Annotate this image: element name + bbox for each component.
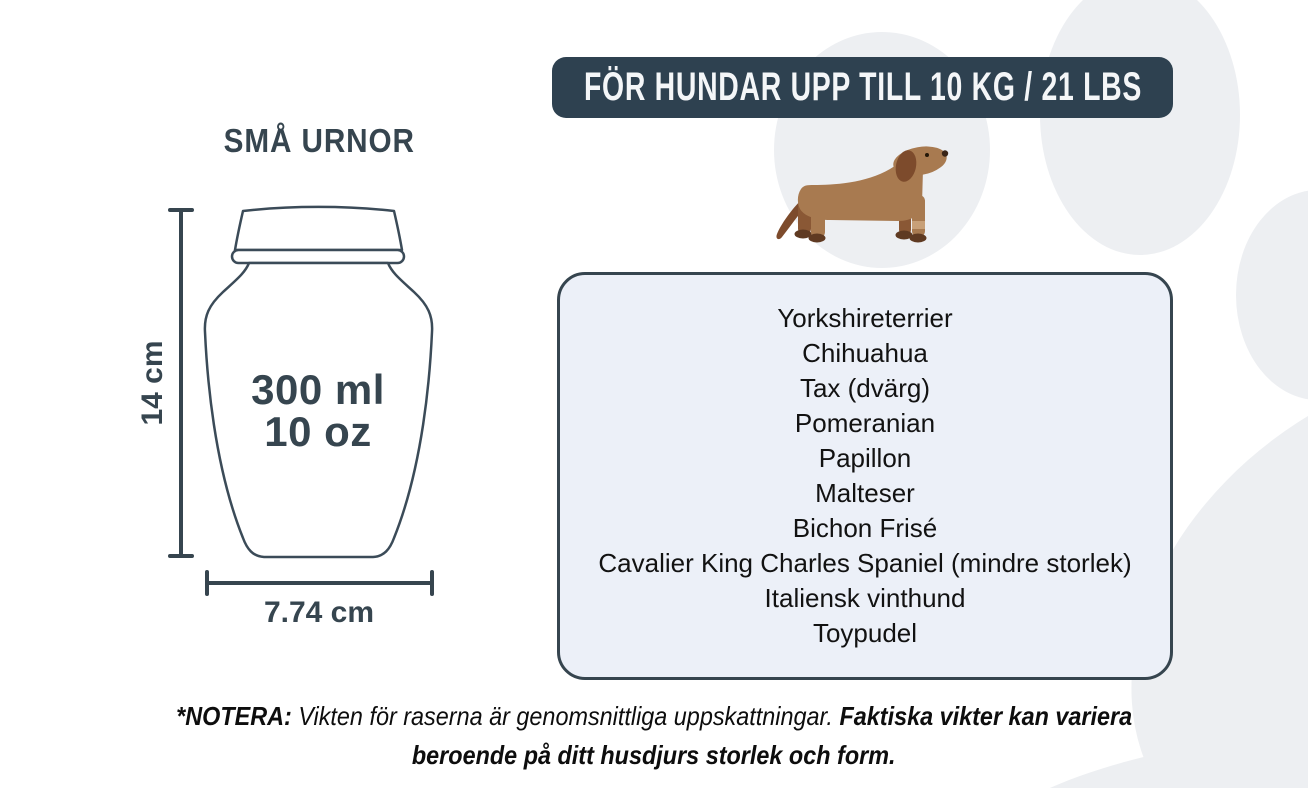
dog-leg: [811, 201, 825, 238]
dog-eye: [925, 153, 929, 157]
footnote-line-1: [0, 699, 1308, 738]
height-dimension-line: [170, 210, 192, 556]
urn-volume-oz: 10 oz: [264, 408, 372, 455]
breed-item: Papillon: [818, 443, 912, 473]
dachshund-illustration: [772, 139, 954, 245]
breed-item: Yorkshireterrier: [777, 303, 953, 333]
footnote: [0, 699, 1308, 777]
dog-nose: [942, 150, 948, 156]
size-category-banner: [552, 57, 1173, 118]
footnote-label: *NOTERA:: [175, 701, 292, 731]
width-dimension-line: [207, 572, 432, 594]
dog-paw: [809, 234, 826, 243]
urn-height-label: 14 cm: [136, 340, 169, 426]
breed-item: Cavalier King Charles Spaniel (mindre storlek): [598, 548, 1132, 578]
breed-item: Malteser: [815, 478, 915, 508]
banner-label: FÖR HUNDAR UPP TILL 10 KG / 21 LBS: [583, 65, 1142, 109]
urn-lid: [235, 207, 402, 250]
breed-item: Chihuahua: [802, 338, 928, 368]
breed-item: Pomeranian: [794, 408, 936, 438]
urn-rim: [232, 250, 404, 263]
footnote-line-2: [0, 738, 1308, 777]
paw-toe-icon: [1040, 0, 1240, 255]
footnote-bold-text: Faktiska vikter kan variera: [839, 701, 1133, 731]
paw-toe-icon: [1236, 190, 1308, 400]
breed-item: Tax (dvärg): [799, 373, 931, 403]
dog-leg-cuff: [912, 221, 925, 229]
footnote-regular-text: Vikten för raserna är genomsnittliga uppskattningar.: [298, 701, 833, 731]
breed-item: Italiensk vinthund: [764, 583, 966, 613]
breed-item: Toypudel: [812, 618, 918, 648]
dog-paw: [910, 234, 927, 243]
breed-item: Bichon Frisé: [792, 513, 938, 543]
urn-volume-ml: 300 ml: [251, 366, 385, 413]
breed-list-box: [557, 272, 1173, 680]
urn-section-title: SMÅ URNOR: [223, 122, 415, 159]
urn-width-label: 7.74 cm: [263, 596, 375, 629]
dog-leg: [912, 195, 925, 237]
footnote-bold-text: beroende på ditt husdjurs storlek och form.: [412, 740, 896, 770]
urn-capacity: [198, 366, 438, 455]
